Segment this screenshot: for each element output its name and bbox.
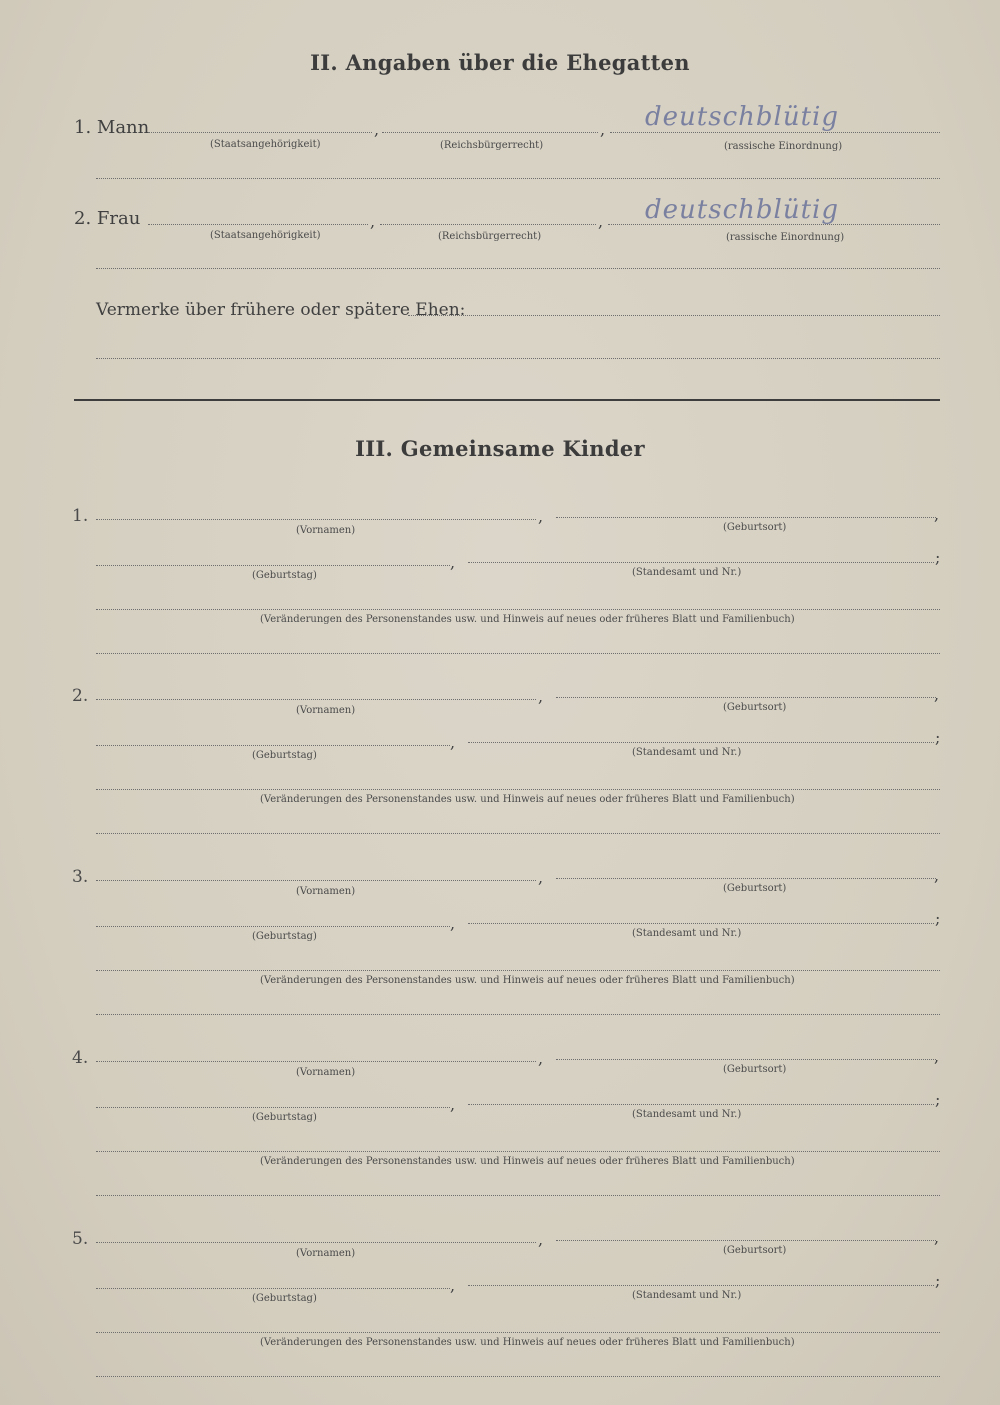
mann-reich-line[interactable] — [382, 132, 598, 133]
child-standesamt-line[interactable] — [468, 1104, 934, 1105]
frau-label: 2. Frau — [74, 208, 141, 229]
child-geburtstag-line[interactable] — [96, 1288, 450, 1289]
separator-comma: , — [538, 687, 544, 706]
caption-geburtstag: (Geburtstag) — [252, 1112, 317, 1123]
child-geburtsort-line[interactable] — [556, 1059, 936, 1060]
mann-rass-handwriting: deutschblütig — [645, 102, 839, 132]
caption-staatsangehoerigkeit: (Staatsangehörigkeit) — [210, 230, 321, 241]
caption-vornamen: (Vornamen) — [296, 1248, 356, 1259]
child-geburtstag-line[interactable] — [96, 565, 450, 566]
separator-comma: , — [934, 1228, 940, 1247]
child-geburtsort-line[interactable] — [556, 878, 936, 879]
child-veraenderungen-line[interactable] — [96, 1151, 940, 1152]
separator-semicolon: ; — [935, 909, 941, 928]
child-geburtstag-line[interactable] — [96, 1107, 450, 1108]
caption-vornamen: (Vornamen) — [296, 1067, 356, 1078]
frau-extra-line[interactable] — [96, 268, 940, 269]
child-vornamen-line[interactable] — [96, 880, 536, 881]
caption-reichsbuergerrecht: (Reichsbürgerrecht) — [438, 231, 542, 242]
separator-comma: , — [450, 1095, 456, 1114]
frau-reich-line[interactable] — [380, 224, 596, 225]
child-veraenderungen-line[interactable] — [96, 789, 940, 790]
caption-standesamt: (Standesamt und Nr.) — [632, 567, 742, 578]
vermerke-line-1[interactable] — [408, 315, 940, 316]
caption-vornamen: (Vornamen) — [296, 525, 356, 536]
caption-standesamt: (Standesamt und Nr.) — [632, 747, 742, 758]
caption-geburtstag: (Geburtstag) — [252, 750, 317, 761]
child-extra-line[interactable] — [96, 1376, 940, 1377]
child-extra-line[interactable] — [96, 653, 940, 654]
separator-comma: , — [450, 914, 456, 933]
child-veraenderungen-line[interactable] — [96, 1332, 940, 1333]
child-standesamt-line[interactable] — [468, 742, 934, 743]
child-extra-line[interactable] — [96, 1195, 940, 1196]
caption-geburtstag: (Geburtstag) — [252, 1293, 317, 1304]
caption-veraenderungen: (Veränderungen des Personenstandes usw. und Hinweis auf neues oder früheres Blatt und Familienbuch) — [260, 1156, 795, 1167]
frau-staat-line[interactable] — [148, 224, 368, 225]
vermerke-label: Vermerke über frühere oder spätere Ehen: — [96, 300, 466, 320]
child-standesamt-line[interactable] — [468, 562, 934, 563]
separator-comma: , — [600, 120, 606, 139]
separator-comma: , — [450, 553, 456, 572]
caption-rassische-einordnung: (rassische Einordnung) — [724, 141, 843, 152]
child-geburtstag-line[interactable] — [96, 745, 450, 746]
separator-semicolon: ; — [935, 1271, 941, 1290]
mann-staat-line[interactable] — [148, 132, 372, 133]
caption-vornamen: (Vornamen) — [296, 886, 356, 897]
child-number: 4. — [72, 1048, 89, 1068]
caption-geburtsort: (Geburtsort) — [723, 522, 787, 533]
caption-standesamt: (Standesamt und Nr.) — [632, 1109, 742, 1120]
caption-geburtstag: (Geburtstag) — [252, 931, 317, 942]
section-ii-title: II. Angaben über die Ehegatten — [310, 50, 690, 75]
separator-comma: , — [538, 1049, 544, 1068]
child-number: 2. — [72, 686, 89, 706]
separator-semicolon: ; — [935, 728, 941, 747]
child-number: 1. — [72, 506, 89, 526]
child-extra-line[interactable] — [96, 1014, 940, 1015]
caption-rassische-einordnung: (rassische Einordnung) — [726, 232, 845, 243]
child-geburtsort-line[interactable] — [556, 1240, 936, 1241]
child-geburtsort-line[interactable] — [556, 697, 936, 698]
vermerke-line-2[interactable] — [96, 358, 940, 359]
child-number: 5. — [72, 1229, 89, 1249]
child-geburtstag-line[interactable] — [96, 926, 450, 927]
caption-veraenderungen: (Veränderungen des Personenstandes usw. und Hinweis auf neues oder früheres Blatt und Familienbuch) — [260, 794, 795, 805]
caption-geburtsort: (Geburtsort) — [723, 702, 787, 713]
separator-comma: , — [598, 212, 604, 231]
caption-geburtstag: (Geburtstag) — [252, 570, 317, 581]
child-vornamen-line[interactable] — [96, 1061, 536, 1062]
caption-standesamt: (Standesamt und Nr.) — [632, 1290, 742, 1301]
separator-comma: , — [538, 868, 544, 887]
caption-geburtsort: (Geburtsort) — [723, 883, 787, 894]
mann-label: 1. Mann — [74, 117, 150, 138]
caption-geburtsort: (Geburtsort) — [723, 1064, 787, 1075]
child-geburtsort-line[interactable] — [556, 517, 936, 518]
separator-semicolon: ; — [935, 1090, 941, 1109]
separator-comma: , — [450, 1276, 456, 1295]
section-divider — [74, 399, 940, 401]
separator-comma: , — [934, 685, 940, 704]
separator-semicolon: ; — [935, 548, 941, 567]
child-standesamt-line[interactable] — [468, 1285, 934, 1286]
separator-comma: , — [370, 212, 376, 231]
child-veraenderungen-line[interactable] — [96, 970, 940, 971]
caption-vornamen: (Vornamen) — [296, 705, 356, 716]
child-veraenderungen-line[interactable] — [96, 609, 940, 610]
child-vornamen-line[interactable] — [96, 1242, 536, 1243]
caption-standesamt: (Standesamt und Nr.) — [632, 928, 742, 939]
child-number: 3. — [72, 867, 89, 887]
mann-rass-line[interactable] — [610, 132, 940, 133]
separator-comma: , — [934, 1047, 940, 1066]
child-extra-line[interactable] — [96, 833, 940, 834]
frau-rass-handwriting: deutschblütig — [645, 195, 839, 225]
child-standesamt-line[interactable] — [468, 923, 934, 924]
child-vornamen-line[interactable] — [96, 519, 536, 520]
separator-comma: , — [374, 120, 380, 139]
caption-veraenderungen: (Veränderungen des Personenstandes usw. und Hinweis auf neues oder früheres Blatt und Familienbuch) — [260, 1337, 795, 1348]
child-vornamen-line[interactable] — [96, 699, 536, 700]
caption-reichsbuergerrecht: (Reichsbürgerrecht) — [440, 140, 544, 151]
separator-comma: , — [934, 505, 940, 524]
section-iii-title: III. Gemeinsame Kinder — [355, 436, 645, 461]
caption-veraenderungen: (Veränderungen des Personenstandes usw. und Hinweis auf neues oder früheres Blatt und Familienbuch) — [260, 975, 795, 986]
caption-veraenderungen: (Veränderungen des Personenstandes usw. und Hinweis auf neues oder früheres Blatt und Familienbuch) — [260, 614, 795, 625]
separator-comma: , — [450, 733, 456, 752]
caption-staatsangehoerigkeit: (Staatsangehörigkeit) — [210, 139, 321, 150]
separator-comma: , — [934, 866, 940, 885]
separator-comma: , — [538, 1230, 544, 1249]
mann-extra-line[interactable] — [96, 178, 940, 179]
separator-comma: , — [538, 507, 544, 526]
caption-geburtsort: (Geburtsort) — [723, 1245, 787, 1256]
